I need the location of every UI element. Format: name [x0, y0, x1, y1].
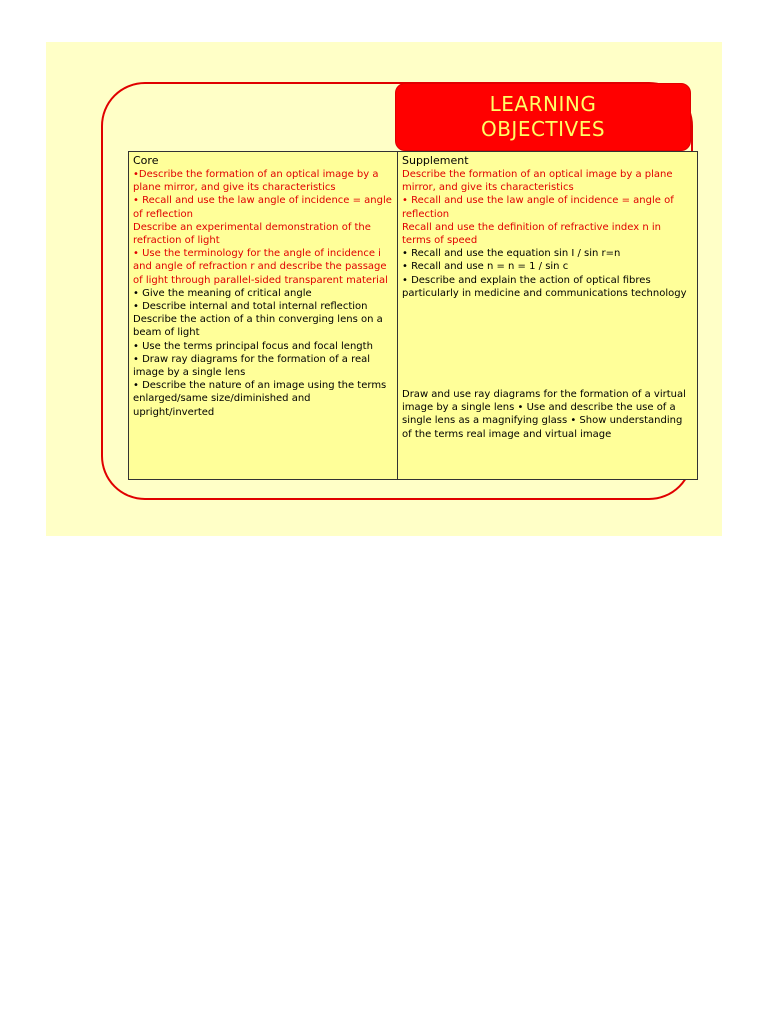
core-item: • Give the meaning of critical angle [133, 287, 312, 299]
core-item: Describe an experimental demonstration of the refraction of light [133, 221, 371, 247]
supplement-header: Supplement [402, 154, 469, 167]
core-item: • Recall and use the law angle of incidence = angle of reflection [133, 195, 392, 220]
core-item: • Describe internal and total internal reflection [133, 301, 368, 313]
core-column [129, 152, 398, 479]
core-item: • Draw ray diagrams for the formation of a real image by a single lens [133, 353, 371, 379]
supplement-item: • Recall and use the law angle of incidence = angle of reflection [402, 195, 674, 220]
objectives-table [128, 151, 698, 480]
supplement-lens-paragraph: Draw and use ray diagrams for the formation of a virtual image by a single lens • Use and describe the use of a single lens as a magnifying glass • Show understanding of the terms real image and virtual image [402, 389, 686, 440]
supplement-item: • Recall and use the equation sin I / sin r=n [402, 248, 621, 260]
supplement-item: Recall and use the definition of refractive index n in terms of speed [402, 221, 661, 247]
slide [46, 42, 722, 536]
core-item: Describe the action of a thin converging lens on a beam of light [133, 314, 383, 339]
supplement-column [398, 152, 697, 479]
core-header: Core [133, 154, 159, 167]
core-item: • Use the terms principal focus and focal length [133, 340, 373, 352]
title-line-1: LEARNING [489, 92, 597, 116]
core-item: • Describe the nature of an image using the terms enlarged/same size/diminished and upright/inverted [133, 380, 387, 418]
title-banner [395, 83, 691, 151]
title-line-2: OBJECTIVES [480, 117, 606, 141]
supplement-item: • Describe and explain the action of optical fibres particularly in medicine and communications technology [402, 274, 687, 299]
supplement-item: • Recall and use n = n = 1 / sin c [402, 261, 569, 273]
core-item: •Describe the formation of an optical image by a plane mirror, and give its characteristics [133, 169, 379, 194]
supplement-item: Describe the formation of an optical image by a plane mirror, and give its characteristics [402, 169, 673, 194]
core-item: • Use the terminology for the angle of incidence i and angle of refraction r and describe the passage of light through parallel-sided transparent material [133, 248, 388, 286]
